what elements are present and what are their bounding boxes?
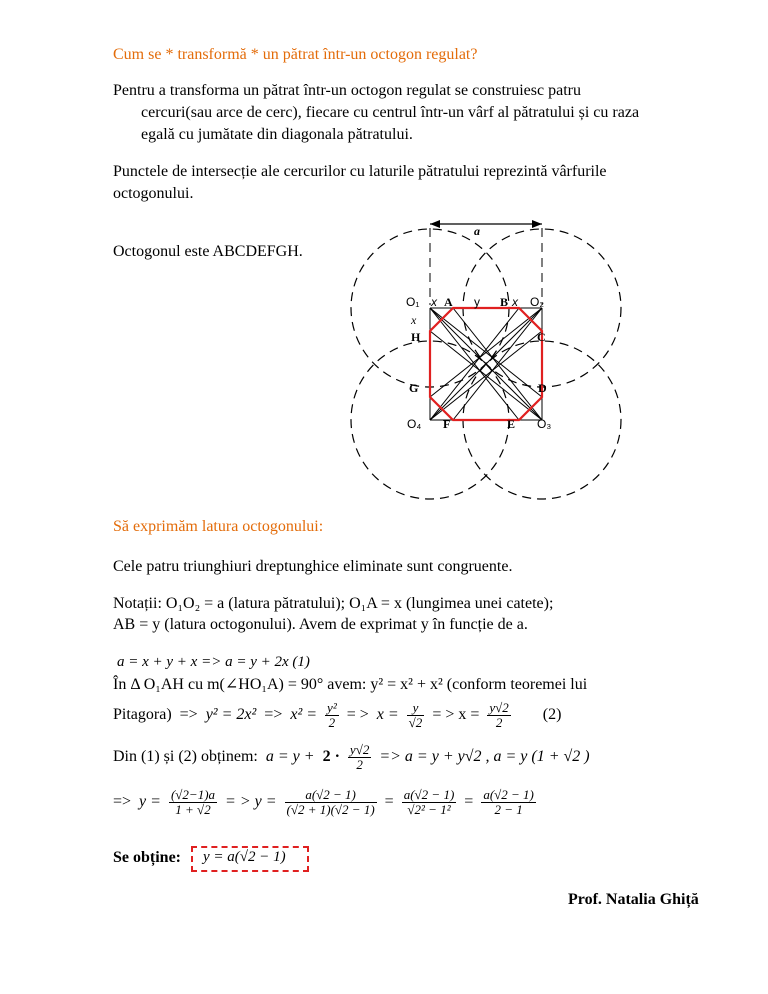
eq2-x-squared: x² = xyxy=(290,706,318,723)
intersection-line-2: octogonului. xyxy=(113,185,194,202)
result-lead: Se obține: xyxy=(113,849,181,866)
eq2-fraction-3-den: 2 xyxy=(487,715,510,730)
combine-lead: Din (1) și (2) obținem: xyxy=(113,748,258,765)
chain-fraction-3-den: √2² − 1² xyxy=(402,802,457,817)
page-title: Cum se * transformă * un pătrat într-un octogon regulat? xyxy=(113,46,478,63)
label-c-vertex: C xyxy=(537,330,546,344)
label-x-left: x xyxy=(411,313,417,327)
chain-arrow-2: = > y = xyxy=(225,793,277,810)
combine-fraction-den: 2 xyxy=(348,757,371,772)
label-side-a: a xyxy=(474,224,480,238)
chain-y-eq: y = xyxy=(139,793,161,810)
intersection-line-1: Punctele de intersecție ale cercurilor cu laturile pătratului reprezintă vârfurile xyxy=(113,163,607,180)
combine-two: 2 · xyxy=(322,748,340,765)
combine-rest: => a = y + y√2 , a = y (1 + √2 ) xyxy=(379,748,590,765)
eq2-fraction-1-den: 2 xyxy=(325,715,339,730)
derivation-chain xyxy=(113,780,536,824)
label-a-vertex: A xyxy=(444,295,453,309)
label-f-vertex: F xyxy=(443,417,451,431)
label-x-top-right: x xyxy=(512,295,518,309)
combine-fraction xyxy=(348,743,371,772)
octagon-construction-figure xyxy=(340,210,630,500)
chain-fraction-4 xyxy=(481,788,536,817)
eq2-tag: (2) xyxy=(542,706,562,723)
chain-fraction-2-den: (√2 + 1)(√2 − 1) xyxy=(286,801,375,817)
chain-eq-1: = xyxy=(384,793,394,810)
equation-1: a = x + y + x => a = y + 2x (1) xyxy=(117,654,310,670)
chain-fraction-2-num: a(√2 − 1) xyxy=(305,786,356,802)
chain-fraction-1-num: (√2−1)a xyxy=(170,786,216,802)
label-h-vertex: H xyxy=(411,330,421,344)
side-length-arrow xyxy=(430,220,542,305)
chain-arrow: => xyxy=(113,793,132,810)
label-o3: O₃ xyxy=(537,417,552,431)
triangles-statement: Cele patru triunghiuri dreptunghice eliminate sunt congruente. xyxy=(113,558,513,575)
eq2-y-squared: y² = 2x² xyxy=(205,706,257,723)
triangle-pythagoras-line: În Δ O₁AH cu m(∠HO₁A) = 90° avem: y² = x² + x² (conform teoremei lui xyxy=(113,676,588,693)
label-d-vertex: D xyxy=(538,381,547,395)
notation-line-2: AB = y (latura octogonului). Avem de exprimat y în funcție de a. xyxy=(113,616,528,633)
chain-fraction-1-den: 1 + √2 xyxy=(169,802,217,817)
chain-fraction-3 xyxy=(402,788,457,817)
intro-line-2: cercuri(sau arce de cerc), fiecare cu centrul într-un vârf al pătratului și cu raza xyxy=(141,104,640,121)
intro-line-1: Pentru a transforma un pătrat într-un octogon regulat se construiesc patru xyxy=(113,82,581,99)
label-y: y xyxy=(474,295,480,309)
equation-2-line xyxy=(113,695,561,735)
chain-fraction-2 xyxy=(285,788,377,817)
label-o1: O₁ xyxy=(406,295,420,309)
eq2-fraction-3 xyxy=(487,701,510,730)
chain-fraction-4-den: 2 − 1 xyxy=(481,802,536,817)
label-e-vertex: E xyxy=(507,417,516,431)
eq2-x-equals: x = xyxy=(376,706,399,723)
eq2-fraction-1 xyxy=(325,701,339,730)
chain-eq-2: = xyxy=(464,793,474,810)
radius-lines xyxy=(430,308,542,420)
eq2-arrow-d: = > x = xyxy=(432,706,480,723)
label-b-vertex: B xyxy=(500,295,509,309)
eq2-fraction-3-num: y√2 xyxy=(489,699,509,715)
pitagora-word: Pitagora) xyxy=(113,706,172,723)
chain-fraction-1 xyxy=(169,788,217,817)
label-x-top-left: x xyxy=(431,295,437,309)
eq2-arrow-b: => xyxy=(264,706,283,723)
eq2-fraction-2-num: y xyxy=(412,699,419,715)
notation-line-1: Notații: O₁O₂ = a (latura pătratului); O₁A = x (lungimea unei catete); xyxy=(113,595,554,612)
combine-fraction-num: y√2 xyxy=(349,741,370,757)
eq2-fraction-1-num: y² xyxy=(327,699,337,715)
label-o2: O₂ xyxy=(530,295,544,309)
intro-line-3: egală cu jumătate din diagonala pătratului. xyxy=(141,126,413,143)
combine-line xyxy=(113,737,590,777)
eq2-arrow-c: = > xyxy=(346,706,369,723)
section-title: Să exprimăm latura octogonului: xyxy=(113,518,324,535)
eq2-fraction-2-den: √2 xyxy=(408,714,423,730)
label-o4: O₄ xyxy=(407,417,422,431)
octagon-name: Octogonul este ABCDEFGH. xyxy=(113,243,303,260)
chain-fraction-3-num: a(√2 − 1) xyxy=(403,786,455,802)
author-signature: Prof. Natalia Ghiță xyxy=(568,891,699,908)
intro-paragraph xyxy=(113,80,713,146)
combine-a-eq: a = y + xyxy=(265,748,315,765)
chain-fraction-4-num: a(√2 − 1) xyxy=(483,786,534,802)
eq2-fraction-2 xyxy=(407,701,425,730)
label-g-vertex: G xyxy=(409,381,419,395)
intersection-paragraph xyxy=(113,161,713,205)
result-formula: y = a(√2 − 1) xyxy=(203,849,286,865)
eq2-arrow: => xyxy=(179,706,198,723)
